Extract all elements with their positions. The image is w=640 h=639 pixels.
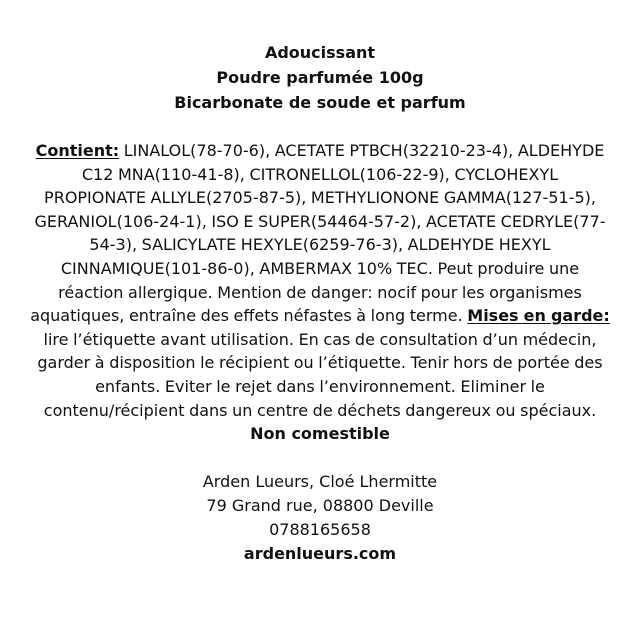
contact-name: Arden Lueurs, Cloé Lhermitte	[202, 472, 438, 492]
product-description: Poudre parfumée 100g	[216, 68, 424, 87]
product-label	[30, 40, 610, 566]
product-name: Adoucissant	[264, 43, 376, 62]
not-edible-notice: Non comestible	[250, 424, 390, 444]
contact-website: ardenlueurs.com	[243, 544, 397, 564]
product-ingredients-summary: Bicarbonate de soude et parfum	[174, 93, 466, 112]
product-title-block	[30, 40, 610, 115]
composition-label: Contient:	[35, 141, 120, 160]
warnings-text: lire l’étiquette avant utilisation. En cas de consultation d’un médecin, garder à disposition le récipient ou l’étiquette. Tenir hors de portée des enfants. Eviter le rejet dans l’environnement. Eliminer le contenu/récipient dans un centre de déchets dangereux ou spéciaux.	[37, 329, 603, 420]
spacer	[30, 446, 610, 470]
composition-text: LINALOL(78-70-6), ACETATE PTBCH(32210-23-4), ALDEHYDE C12 MNA(110-41-8), CITRONELLOL(106-22-9), CYCLOHEXYL PROPIONATE ALLYLE(2705-87-5), METHYLIONONE GAMMA(127-51-5), GERANIOL(106-24-1), ISO E SUPER(54464-57-2), ACETATE CEDRYLE(77-54-3), SALICYLATE HEXYLE(6259-76-3), ALDEHYDE HEXYL CINNAMIQUE(101-86-0), AMBERMAX 10% TEC. Peut produire une réaction allergique. Mention de danger: nocif pour les organismes aquatiques, entraîne des effets néfastes à long terme.	[30, 141, 606, 326]
contact-phone: 0788165658	[269, 520, 371, 540]
contact-block	[30, 470, 610, 566]
composition-paragraph	[30, 139, 610, 422]
warnings-label: Mises en garde:	[467, 306, 610, 326]
contact-address: 79 Grand rue, 08800 Deville	[206, 496, 434, 516]
